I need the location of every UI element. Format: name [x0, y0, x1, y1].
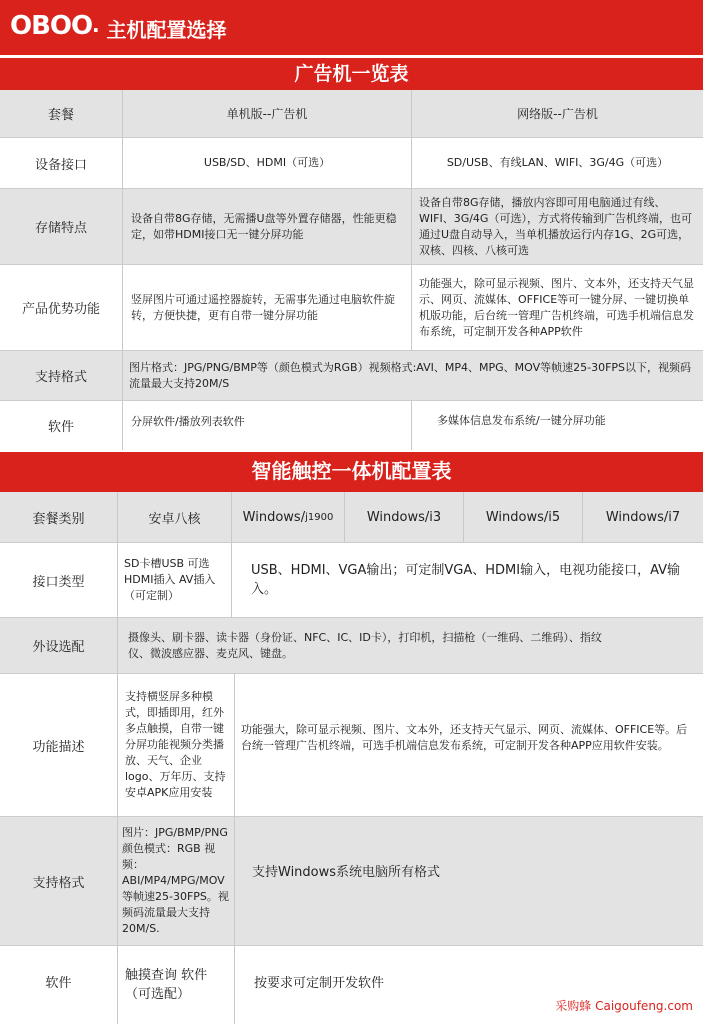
- column-divider: [463, 492, 464, 542]
- row-label: 产品优势功能: [21, 302, 100, 317]
- column-divider: [344, 492, 345, 542]
- table-cell: SD卡槽USB 可选HDMI插入 AV插入（可定制）: [124, 557, 216, 602]
- row-label: 存储特点: [34, 221, 87, 236]
- table-cell: 单机版--广告机: [226, 106, 308, 121]
- table-cell: USB/SD、HDMI（可选）: [203, 156, 331, 169]
- row-label: 套餐: [47, 108, 74, 123]
- table-cell: 支持横竖屏多种模式，即插即用，红外多点触摸，自带一键分屏功能视频分类播放、天气、企业logo、万年历、支持安卓APK应用安装: [125, 690, 226, 799]
- row-divider: [0, 542, 703, 543]
- row-label: 软件: [45, 975, 72, 991]
- column-header-text: Windows/: [242, 509, 306, 525]
- row-divider: [0, 137, 703, 138]
- column-header: Windows/i7: [605, 509, 681, 525]
- row-label: 套餐类别: [32, 511, 85, 527]
- table-cell: 设备自带8G存储，无需播U盘等外置存储器，性能更稳定，如带HDMI接口无一键分屏功能: [131, 211, 397, 241]
- table-cell: 网络版--广告机: [517, 106, 598, 121]
- row-divider: [0, 188, 703, 189]
- column-header: 安卓八核: [148, 511, 201, 527]
- column-divider: [231, 492, 232, 617]
- column-header-suffix: j1900: [305, 511, 334, 523]
- row-label: 外设选配: [32, 640, 85, 655]
- table-cell: 分屏软件/播放列表软件: [131, 415, 245, 428]
- brand-logo: OBOO: [10, 11, 93, 41]
- row-label: 功能描述: [32, 739, 85, 755]
- row-label: 支持格式: [34, 370, 87, 385]
- table-cell: 支持Windows系统电脑所有格式: [252, 864, 441, 880]
- row-divider: [0, 264, 703, 265]
- row-divider: [0, 816, 703, 817]
- row-label: 接口类型: [32, 574, 85, 590]
- table-cell: 竖屏图片可通过遥控器旋转，无需事先通过电脑软件旋转，方便快捷，更有自带一键分屏功能: [131, 292, 395, 322]
- row-label: 软件: [47, 420, 74, 435]
- column-divider: [234, 674, 235, 1024]
- row-divider: [0, 673, 703, 674]
- row-divider: [0, 350, 703, 351]
- row-divider: [0, 945, 703, 946]
- table-cell: 触摸查询 软件（可选配）: [125, 968, 208, 1002]
- table-cell: 按要求可定制开发软件: [254, 975, 385, 991]
- column-header: Windows/i3: [366, 509, 442, 525]
- column-divider: [582, 492, 583, 542]
- section-title-touch-kiosk: 智能触控一体机配置表: [0, 452, 703, 492]
- column-divider: [122, 401, 123, 450]
- row-divider: [0, 400, 703, 401]
- column-divider: [411, 90, 412, 350]
- row-label: 支持格式: [32, 875, 85, 891]
- page-title: · 主机配置选择: [92, 18, 227, 42]
- column-header: Windows/i5: [485, 509, 561, 525]
- row-label: 设备接口: [34, 157, 87, 173]
- row-divider: [0, 617, 703, 618]
- column-divider: [411, 401, 412, 450]
- column-header: [232, 492, 344, 542]
- table-cell: SD/USB、有线LAN、WIFI、3G/4G（可选）: [446, 156, 669, 169]
- table-cell: 多媒体信息发布系统/一键分屏功能: [437, 414, 606, 427]
- table-cell: 摄像头、刷卡器、读卡器（身份证、NFC、IC、ID卡），打印机，扫描枪（一维码、二维码）、指纹仪、微波感应器、麦克风、键盘。: [128, 630, 602, 660]
- table-cell: 图片格式：JPG/PNG/BMP等（颜色模式为RGB）视频格式:AVI、MP4、MPG、MOV等帧速25-30FPS以下，视频码流量最大支持20M/S: [129, 360, 692, 390]
- site-watermark: 采购蜂 Caigoufeng.com: [555, 999, 693, 1013]
- table-cell: 图片：JPG/BMP/PNG 颜色模式：RGB 视频：ABI/MP4/MPG/MOV等帧速25-30FPS。视频码流量最大支持20M/S.: [122, 826, 229, 935]
- table-cell: USB、HDMI、VGA输出；可定制VGA、HDMI输入，电视功能接口，AV输入。: [251, 563, 681, 597]
- section-title-ad-player: 广告机一览表: [0, 58, 703, 90]
- table-cell: 功能强大，除可显示视频、图片、文本外，还支持天气显示、网页、流媒体、OFFICE等。后台统一管理广告机终端，可选手机端信息发布系统，可定制开发各种APP应用软件安装。: [241, 723, 688, 752]
- table-cell: 设备自带8G存储，播放内容即可用电脑通过有线、WIFI、3G/4G（可选），方式将传输到广告机终端，也可通过U盘自动导入，当单机播放运行内存1G、2G可选，双核、四核、八核可选: [419, 195, 692, 257]
- table-cell: 功能强大，除可显示视频、图片、文本外，还支持天气显示、网页、流媒体、OFFICE等可一键分屏、一键切换单机版功能，后台统一管理广告机终端，可选手机端信息发布系统，可定制开发各种APP软件: [419, 276, 694, 338]
